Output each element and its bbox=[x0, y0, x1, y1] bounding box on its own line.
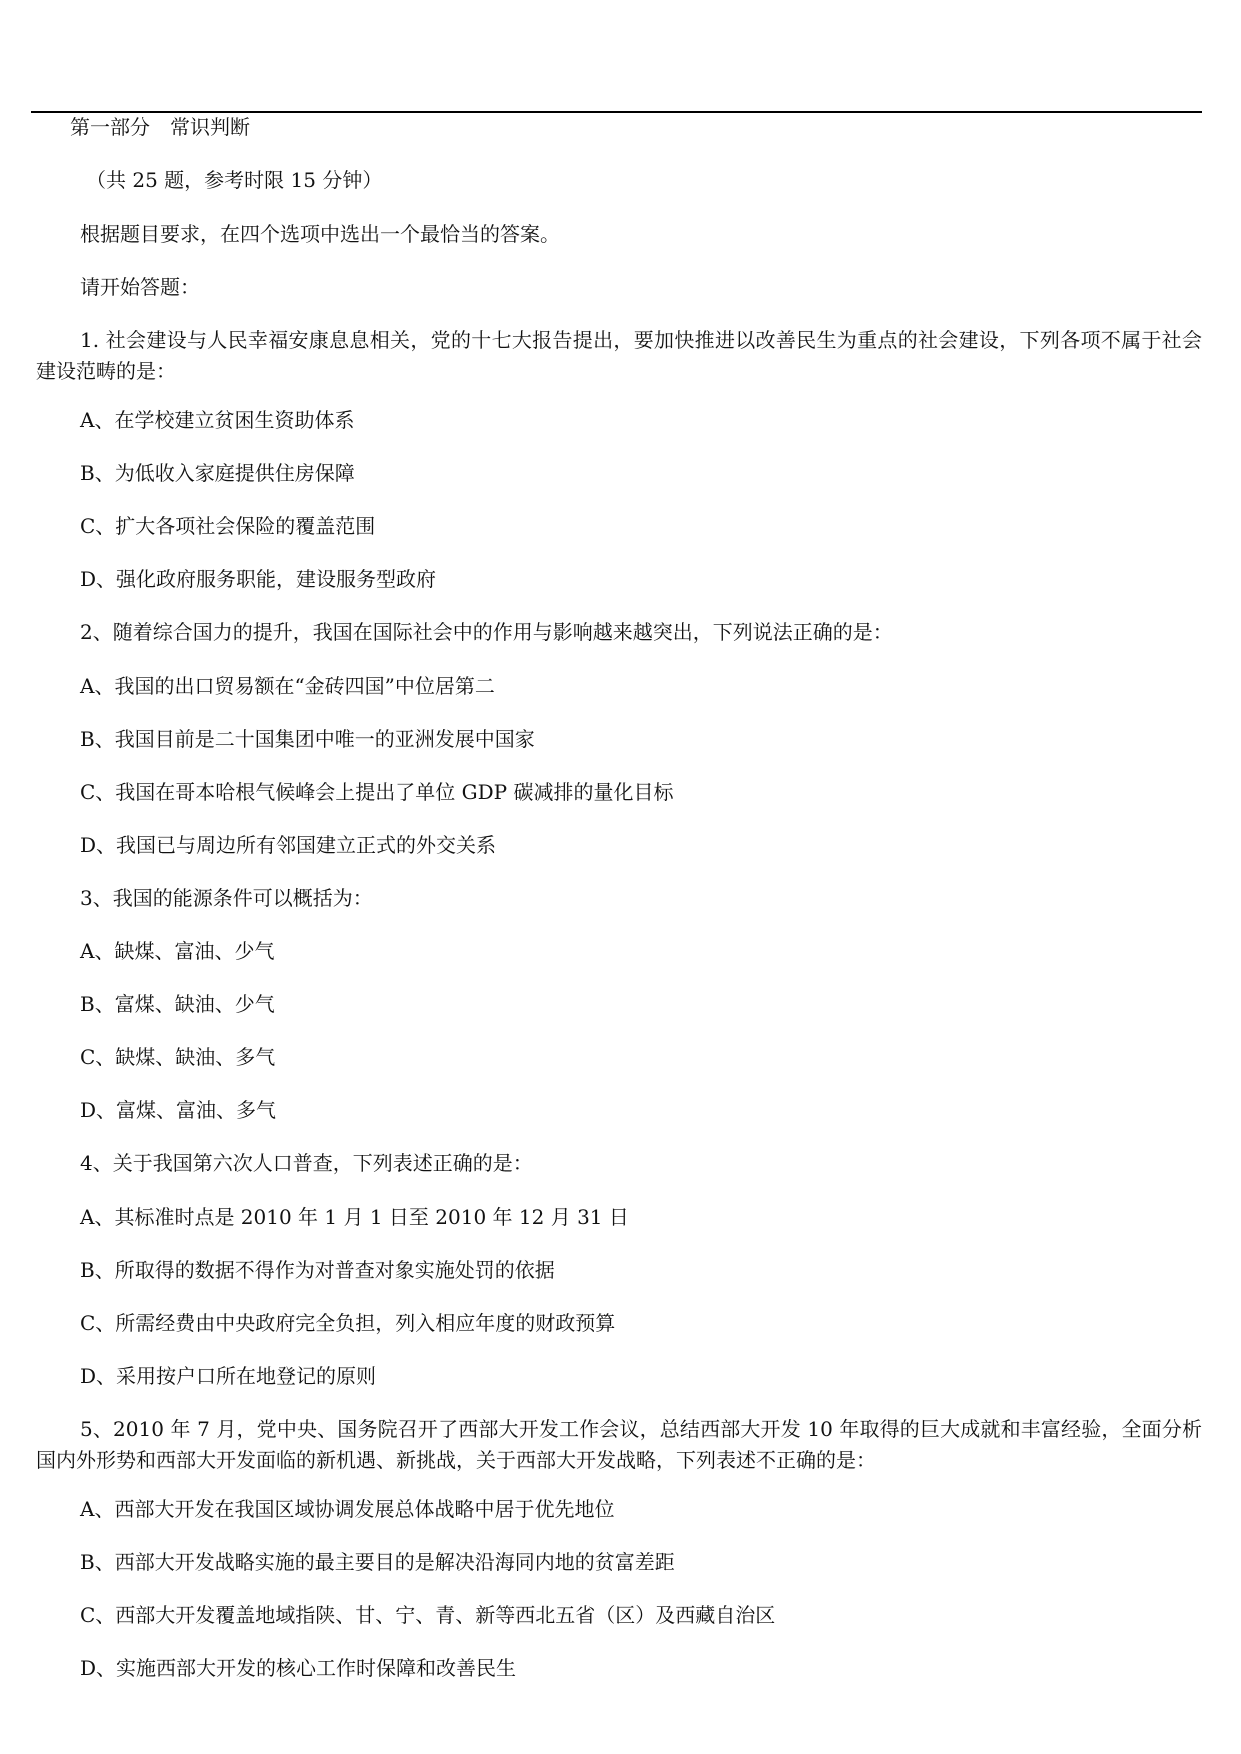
section-title: 第一部分 常识判断 bbox=[70, 115, 250, 139]
answer-option: C、扩大各项社会保险的覆盖范围 bbox=[80, 514, 376, 538]
question-stem: 4、关于我国第六次人口普查，下列表述正确的是： bbox=[80, 1151, 533, 1175]
answer-option: A、西部大开发在我国区域协调发展总体战略中居于优先地位 bbox=[80, 1497, 615, 1521]
start-prompt: 请开始答题： bbox=[80, 275, 200, 299]
answer-option: B、我国目前是二十国集团中唯一的亚洲发展中国家 bbox=[80, 727, 535, 751]
question-stem: 1. 社会建设与人民幸福安康息息相关，党的十七大报告提出，要加快推进以改善民生为重点的社会建设，下列各项不属于社会建设范畴的是： bbox=[36, 328, 1202, 383]
answer-option: D、我国已与周边所有邻国建立正式的外交关系 bbox=[80, 833, 497, 857]
answer-option: B、富煤、缺油、少气 bbox=[80, 992, 275, 1016]
answer-option: D、采用按户口所在地登记的原则 bbox=[80, 1364, 377, 1388]
answer-option: A、我国的出口贸易额在“金砖四国”中位居第二 bbox=[80, 674, 495, 698]
question-stem: 3、我国的能源条件可以概括为： bbox=[80, 886, 373, 910]
answer-option: A、其标准时点是 2010 年 1 月 1 日至 2010 年 12 月 31 日 bbox=[80, 1205, 629, 1229]
answer-option: D、强化政府服务职能，建设服务型政府 bbox=[80, 567, 437, 591]
section-subtitle: （共 25 题，参考时限 15 分钟） bbox=[86, 168, 383, 192]
answer-option: C、缺煤、缺油、多气 bbox=[80, 1045, 276, 1069]
answer-option: C、所需经费由中央政府完全负担，列入相应年度的财政预算 bbox=[80, 1311, 616, 1335]
answer-option: D、富煤、富油、多气 bbox=[80, 1098, 277, 1122]
instruction-text: 根据题目要求，在四个选项中选出一个最恰当的答案。 bbox=[80, 222, 560, 246]
answer-option: A、在学校建立贫困生资助体系 bbox=[80, 408, 355, 432]
question-stem: 5、2010 年 7 月，党中央、国务院召开了西部大开发工作会议，总结西部大开发 10 年取得的巨大成就和丰富经验，全面分析国内外形势和西部大开发面临的新机遇、新挑战，关于西部大开发战略，下列表述不正确的是： bbox=[36, 1417, 1202, 1472]
question-stem: 2、随着综合国力的提升，我国在国际社会中的作用与影响越来越突出，下列说法正确的是： bbox=[80, 620, 893, 644]
answer-option: C、我国在哥本哈根气候峰会上提出了单位 GDP 碳减排的量化目标 bbox=[80, 780, 674, 804]
answer-option: B、为低收入家庭提供住房保障 bbox=[80, 461, 355, 485]
answer-option: B、所取得的数据不得作为对普查对象实施处罚的依据 bbox=[80, 1258, 555, 1282]
answer-option: C、西部大开发覆盖地域指陕、甘、宁、青、新等西北五省（区）及西藏自治区 bbox=[80, 1603, 776, 1627]
header-rule bbox=[31, 111, 1202, 113]
answer-option: B、西部大开发战略实施的最主要目的是解决沿海同内地的贫富差距 bbox=[80, 1550, 675, 1574]
answer-option: D、实施西部大开发的核心工作时保障和改善民生 bbox=[80, 1656, 517, 1680]
answer-option: A、缺煤、富油、少气 bbox=[80, 939, 275, 963]
